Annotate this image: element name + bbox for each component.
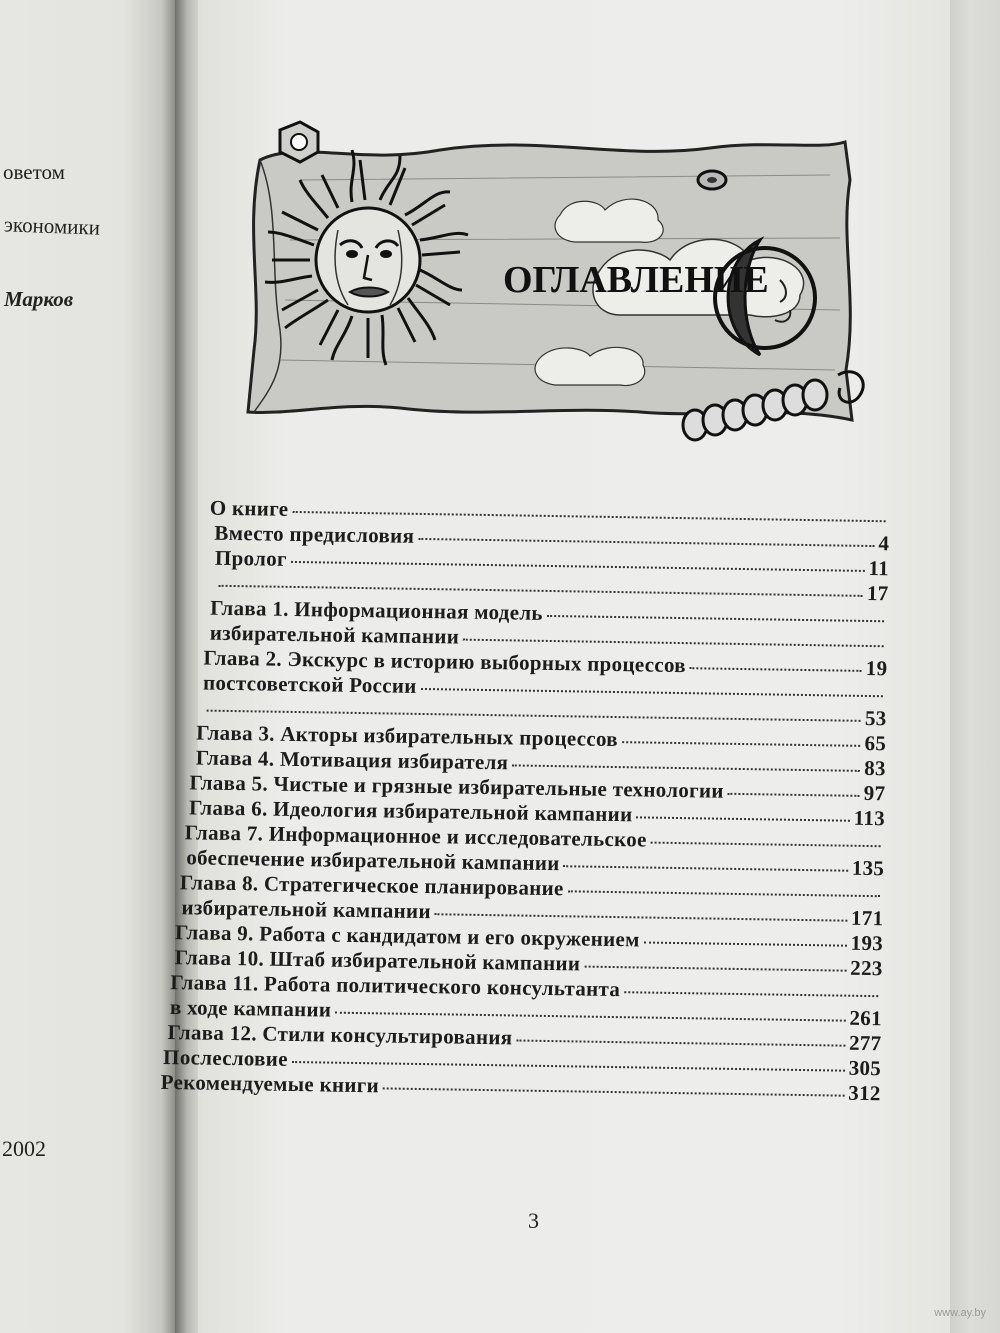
toc-entry-title: Глава 10. Штаб избирательной кампании xyxy=(174,945,581,976)
toc-dot-leader xyxy=(622,741,861,747)
toc-entry-page: 135 xyxy=(851,855,885,881)
toc-entry-page: 65 xyxy=(864,730,887,756)
title-banner-illustration xyxy=(240,120,875,450)
toc-entry-title: в ходе кампании xyxy=(169,995,332,1022)
page-number: 3 xyxy=(528,1208,539,1233)
toc-entry-title: Глава 9. Работа с кандидатом и его окружением xyxy=(174,920,640,952)
toc-dot-leader xyxy=(335,1012,845,1022)
toc-dot-leader xyxy=(636,816,849,821)
toc-entry-title: Пролог xyxy=(214,545,288,571)
toc-entry-title: Послесловие xyxy=(162,1044,289,1071)
left-page-year: 2002 xyxy=(2,1136,46,1161)
toc-entry-page: 261 xyxy=(849,1005,883,1031)
toc-entry-page: 4 xyxy=(878,531,890,556)
nut-illustration xyxy=(280,122,318,162)
toc-dot-leader xyxy=(547,615,884,622)
toc-entry-page: 53 xyxy=(864,705,887,731)
toc-entry-page: 83 xyxy=(864,755,886,781)
toc-dot-leader xyxy=(421,688,883,697)
toc-dot-leader xyxy=(644,941,847,946)
table-of-contents xyxy=(161,495,890,1106)
toc-entry-title: Вместо предисловия xyxy=(214,520,415,548)
toc-entry-page: 193 xyxy=(850,930,884,956)
toc-entry-page: 305 xyxy=(848,1055,882,1081)
toc-entry-title: обеспечение избирательной кампании xyxy=(186,845,560,876)
toc-entry-page: 223 xyxy=(850,955,883,981)
toc-dot-leader xyxy=(292,1061,845,1072)
toc-dot-leader xyxy=(512,764,860,771)
toc-dot-leader xyxy=(292,511,885,522)
toc-entry-title: Глава 12. Стили консультирования xyxy=(167,1020,513,1050)
left-page xyxy=(0,0,175,1333)
toc-entry-title: Глава 11. Работа политического консультанта xyxy=(170,970,621,1002)
toc-entry-title: избирательной кампании xyxy=(181,895,432,924)
toc-dot-leader xyxy=(564,865,848,871)
toc-dot-leader xyxy=(516,1040,845,1047)
toc-dot-leader xyxy=(219,585,863,597)
toc-dot-leader xyxy=(207,710,861,722)
toc-entry-page: 312 xyxy=(848,1080,881,1106)
toc-entry-title: Глава 2. Экскурс в историю выборных процессов xyxy=(203,645,687,678)
toc-dot-leader xyxy=(418,538,874,547)
toc-entry-title: Глава 4. Мотивация избирателя xyxy=(195,745,509,775)
toc-dot-leader xyxy=(568,890,880,897)
toc-dot-leader xyxy=(435,913,847,921)
toc-entry-page: 17 xyxy=(866,580,889,606)
toc-entry-title: Глава 8. Стратегическое планирование xyxy=(179,870,564,901)
toc-dot-leader xyxy=(651,842,881,848)
toc-entry-page: 171 xyxy=(850,905,884,931)
toc-dot-leader xyxy=(690,667,862,672)
toc-dot-leader xyxy=(383,1087,844,1096)
left-page-line-1: оветом xyxy=(3,160,65,184)
toc-entry-page: 97 xyxy=(863,780,886,806)
page-edge xyxy=(950,0,1000,1333)
toc-entry-title: постсоветской России xyxy=(202,670,417,698)
toc-entry-title: Глава 5. Чистые и грязные избирательные технологии xyxy=(189,770,724,803)
left-page-author: Марков xyxy=(4,287,74,311)
toc-entry-title: избирательной кампании xyxy=(209,620,460,649)
toc-heading: ОГЛАВЛЕНИЕ xyxy=(503,259,769,301)
toc-entry-title: Глава 1. Информационная модель xyxy=(210,595,544,625)
toc-entry-title: О книге xyxy=(209,495,289,521)
bolt-illustration xyxy=(698,171,726,189)
toc-dot-leader xyxy=(728,793,860,797)
watermark: www.ay.by xyxy=(934,1307,986,1319)
toc-entry-page: 19 xyxy=(865,655,888,681)
toc-dot-leader xyxy=(291,561,865,572)
toc-entry-title: Рекомендуемые книги xyxy=(160,1069,380,1098)
toc-dot-leader xyxy=(463,639,884,648)
left-page-line-2: экономики xyxy=(3,212,101,240)
toc-entry-page: 277 xyxy=(848,1030,882,1056)
toc-entry-page: 113 xyxy=(853,805,886,831)
toc-entry-title: Глава 3. Акторы избирательных процессов xyxy=(196,720,619,752)
toc-entry-title: Глава 6. Идеология избирательной кампании xyxy=(188,795,633,827)
toc-dot-leader xyxy=(584,966,846,972)
toc-entry-title: Глава 7. Информационное и исследовательское xyxy=(184,820,647,852)
toc-entry-page: 11 xyxy=(868,555,890,581)
toc-dot-leader xyxy=(624,991,878,997)
